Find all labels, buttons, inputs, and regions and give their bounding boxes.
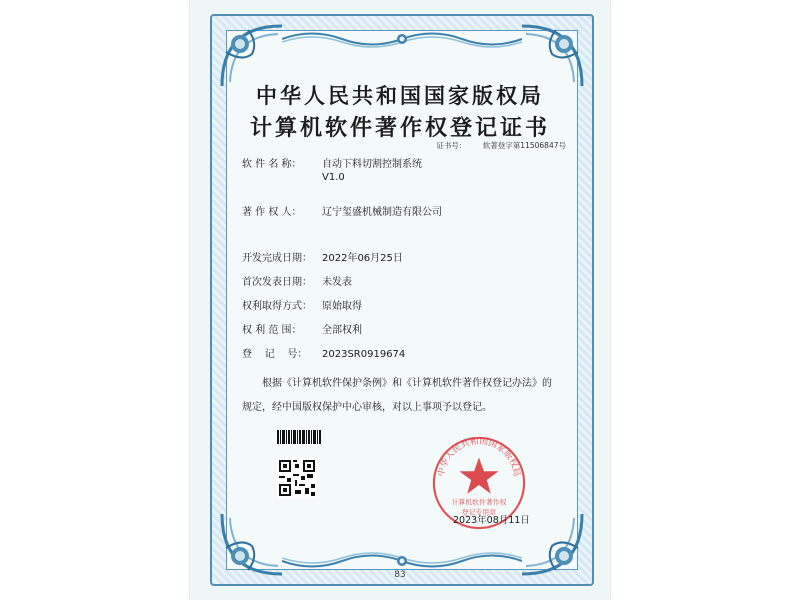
- field-first-publication: [242, 276, 352, 289]
- field-value-version: V1.0: [322, 172, 345, 183]
- field-label: 首次发表日期：: [242, 277, 312, 288]
- field-label: 著 作 权 人：: [242, 207, 302, 218]
- issuer-title: 中华人民共和国国家版权局: [256, 83, 544, 108]
- certificate-number-label: 证书号：: [436, 141, 467, 150]
- certificate-number: [436, 140, 566, 151]
- field-value: 全部权利: [322, 325, 362, 336]
- field-value: 自动下料切割控制系统: [322, 159, 422, 170]
- field-value: 原始取得: [322, 301, 362, 312]
- qr-code-icon: [277, 458, 317, 498]
- seal-line-2: 登记专用章: [461, 508, 497, 517]
- field-value: 辽宁玺盛机械制造有限公司: [322, 207, 442, 218]
- seal-line-1: 计算机软件著作权: [451, 498, 507, 507]
- certificate-number-value: 软著登字第11506847号: [482, 141, 566, 150]
- field-label: 登 记 号：: [242, 349, 308, 360]
- statement-paragraph: [242, 372, 572, 420]
- issue-date: 2023年08月11日: [453, 515, 530, 526]
- field-value: 2022年06月25日: [322, 253, 403, 264]
- seal-arc-text: 中华人民共和国国家版权局: [436, 436, 522, 478]
- field-label: 权利取得方式：: [242, 301, 312, 312]
- certificate-paper: [190, 0, 610, 600]
- field-label: 开发完成日期：: [242, 253, 312, 264]
- field-value: 2023SR0919674: [322, 349, 406, 360]
- page-number: 83: [394, 570, 406, 580]
- field-rights-scope: [242, 324, 362, 337]
- field-completion-date: [242, 252, 403, 265]
- field-label: 权 利 范 围：: [242, 325, 302, 336]
- field-label: 软 件 名 称：: [242, 159, 302, 170]
- certificate-content: [190, 0, 610, 600]
- field-value: 未发表: [322, 277, 352, 288]
- field-copyright-owner: [242, 206, 442, 219]
- barcode-icon: [277, 430, 321, 444]
- field-registration-number: [242, 348, 405, 361]
- statement-line: 根据《计算机软件保护条例》和《计算机软件著作权登记办法》的: [262, 378, 552, 389]
- field-software-name: [242, 158, 422, 184]
- certificate-title: 计算机软件著作权登记证书: [249, 115, 550, 141]
- statement-line: 规定，经中国版权保护中心审核，对以上事项予以登记。: [242, 402, 492, 413]
- field-acquisition-method: [242, 300, 362, 313]
